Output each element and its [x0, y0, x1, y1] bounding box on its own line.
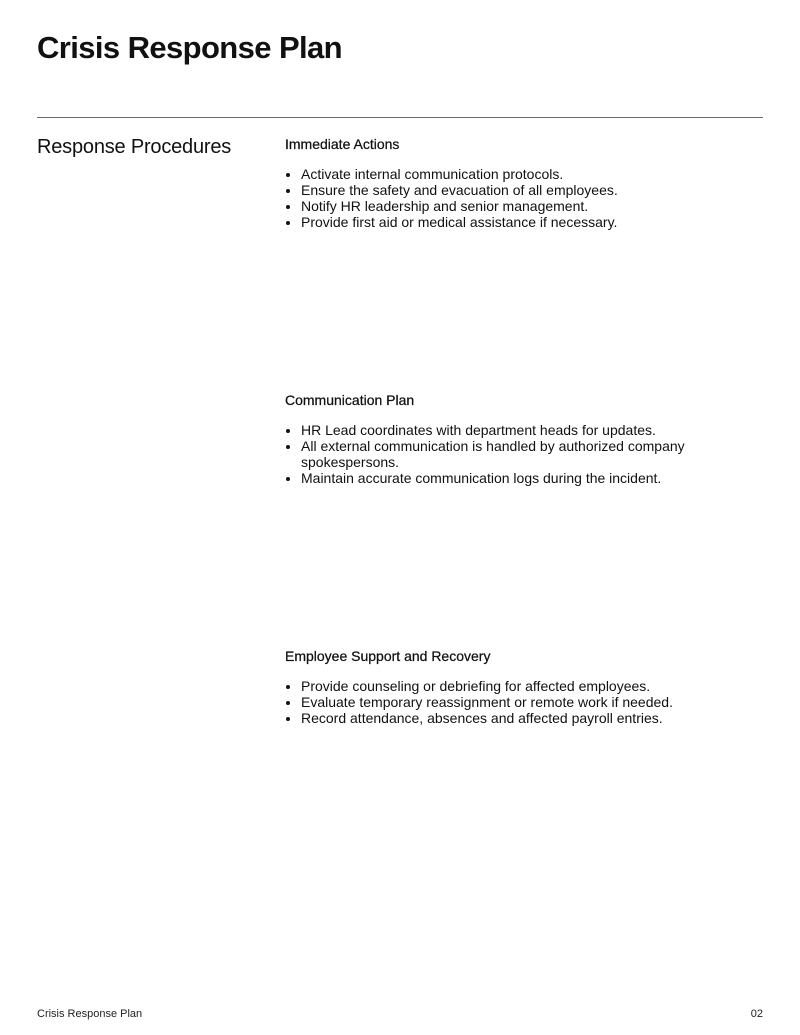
- immediate-actions-heading: Immediate Actions: [285, 136, 400, 152]
- list-item: • Provide first aid or medical assistance if necessary.: [301, 214, 735, 230]
- list-item: • Evaluate temporary reassignment or remote work if needed.: [301, 694, 735, 710]
- list-item: • Activate internal communication protocols.: [301, 166, 735, 182]
- employee-support-heading: Employee Support and Recovery: [285, 648, 491, 664]
- communication-plan-block: [285, 390, 735, 486]
- list-item: • Notify HR leadership and senior management.: [301, 198, 735, 214]
- list-item: • All external communication is handled by authorized company spokespersons.: [301, 438, 735, 470]
- employee-support-block: [285, 646, 735, 726]
- list-item: • HR Lead coordinates with department heads for updates.: [301, 422, 735, 438]
- footer-document-label: Crisis Response Plan: [37, 1008, 143, 1020]
- page-title: Crisis Response Plan: [37, 30, 343, 65]
- communication-plan-heading: Communication Plan: [285, 392, 415, 408]
- list-item: • Ensure the safety and evacuation of all employees.: [301, 182, 735, 198]
- list-item: • Record attendance, absences and affected payroll entries.: [301, 710, 735, 726]
- section-title: Response Procedures: [37, 136, 232, 158]
- immediate-actions-block: [285, 134, 735, 230]
- list-item: • Maintain accurate communication logs during the incident.: [301, 470, 735, 486]
- immediate-actions-list: [285, 166, 735, 230]
- header-divider: [37, 117, 763, 118]
- employee-support-list: [285, 678, 735, 726]
- list-item: • Provide counseling or debriefing for affected employees.: [301, 678, 735, 694]
- communication-plan-list: [285, 422, 735, 486]
- footer-page-number: 02: [750, 1008, 763, 1020]
